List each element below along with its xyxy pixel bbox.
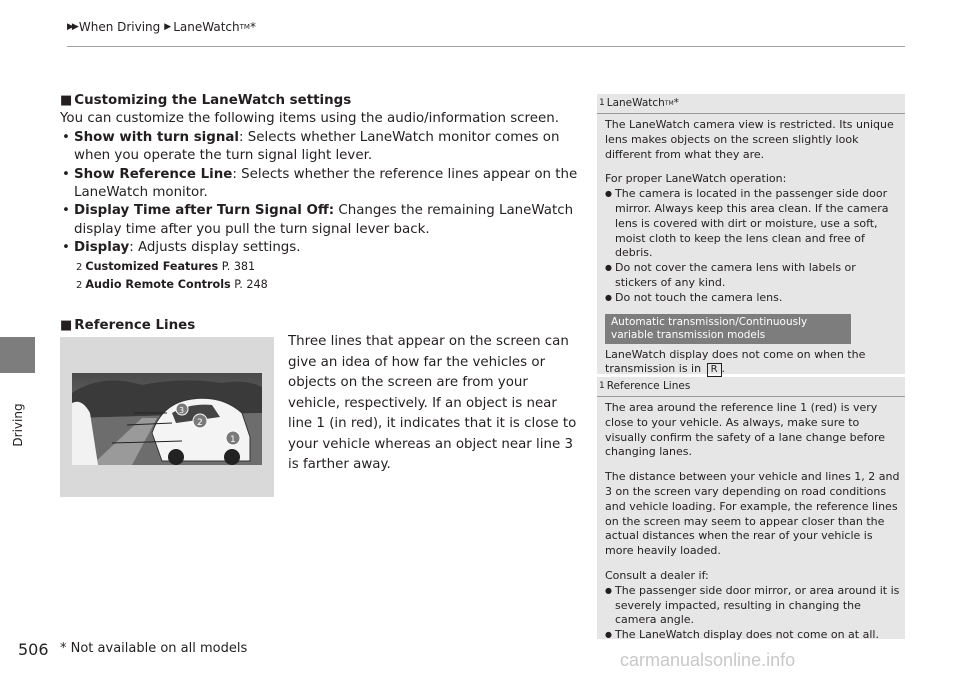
breadcrumb: [67, 20, 256, 34]
list-item: ● The camera is located in the passenger side door mirror. Always keep this area clean. If the camera lens is covered with dirt or moisture, use a soft, moist cloth to keep the lens clean and free of debris.: [605, 187, 901, 261]
note-list: [605, 584, 901, 643]
model-tag: Automatic transmission/Continuously variable transmission models: [605, 314, 851, 344]
square-bullet-icon: ■: [60, 93, 73, 108]
camera-view-illustration: [72, 373, 262, 465]
xref-link[interactable]: 2 Customized Features P. 381: [76, 259, 256, 273]
list-item: ● Do not cover the camera lens with labels or stickers of any kind.: [605, 261, 901, 291]
main-content: [60, 92, 580, 294]
note-title: 1 Reference Lines: [599, 380, 691, 392]
note-paragraph: The distance between your vehicle and lines 1, 2 and 3 on the screen vary depending on road conditions and vehicle loading. For example, the reference lines on the screen may seem to appear closer than the actual distances when the rear of your vehicle is more heavily loaded.: [605, 470, 900, 558]
asterisk: *: [249, 20, 256, 34]
note-paragraph: LaneWatch display does not come on when the transmission is in R .: [605, 347, 866, 376]
reference-lines-image: [60, 337, 274, 497]
list-item: • Display Time after Turn Signal Off: Changes the remaining LaneWatch display time after you pull the turn signal lever back.: [60, 202, 580, 239]
list-item: ● Do not touch the camera lens.: [605, 291, 901, 306]
gear-position-key: R: [707, 363, 722, 377]
note-paragraph: The area around the reference line 1 (red) is very close to your vehicle. As always, make sure to visually confirm the safety of a lane change before changing lanes.: [605, 401, 886, 459]
arrow-icon: ▶: [164, 22, 172, 32]
line-label: 1: [230, 435, 236, 445]
reference-heading: ■ Reference Lines: [60, 318, 196, 333]
settings-list: [60, 129, 580, 258]
list-item: ● The LaneWatch display does not come on at all.: [605, 628, 901, 643]
list-item: • Show with turn signal: Selects whether LaneWatch monitor comes on when you operate the turn signal light lever.: [60, 129, 580, 166]
note-box-lanewatch: [597, 94, 905, 374]
page-number: 506: [18, 640, 49, 659]
chapter-tab[interactable]: [0, 337, 35, 373]
header-divider: [67, 46, 905, 47]
xref-link[interactable]: 2 Audio Remote Controls P. 248: [76, 277, 268, 291]
breadcrumb-item[interactable]: LaneWatch: [173, 20, 240, 34]
section-intro: You can customize the following items using the audio/information screen.: [60, 111, 559, 127]
list-item: • Display: Adjusts display settings.: [60, 239, 580, 257]
reference-text: Three lines that appear on the screen can give an idea of how far the vehicles or objects on the screen are from your vehicle, respectively. If an object is near line 1 (in red), it indicates that it is close to your vehicle whereas an object near line 3 is farther away.: [288, 334, 577, 472]
note-divider: [597, 396, 905, 397]
note-title: 1 LaneWatch TM *: [599, 97, 679, 109]
note-paragraph: The LaneWatch camera view is restricted. Its unique lens makes objects on the screen slightly look different from what they are.: [605, 118, 894, 161]
note-paragraph: For proper LaneWatch operation:: [605, 172, 787, 186]
line-label: 3: [179, 406, 185, 415]
xref-arrow-icon: 2: [76, 279, 83, 291]
footnote: * Not available on all models: [60, 641, 248, 656]
double-arrow-icon: ▶▶: [67, 22, 77, 32]
square-bullet-icon: ■: [60, 318, 73, 333]
watermark: carmanualsonline.info: [620, 650, 796, 670]
section-heading: ■ Customizing the LaneWatch settings: [60, 93, 352, 108]
note-box-reference-lines: [597, 377, 905, 642]
xref-arrow-icon: 2: [76, 261, 83, 273]
note-divider: [597, 113, 905, 114]
note-icon: 1: [599, 381, 605, 391]
list-item: • Show Reference Line: Selects whether the reference lines appear on the LaneWatch monitor.: [60, 166, 580, 203]
note-icon: 1: [599, 98, 605, 108]
note-list: [605, 187, 901, 305]
note-paragraph: Consult a dealer if:: [605, 568, 709, 582]
trademark: TM: [239, 23, 250, 31]
breadcrumb-item[interactable]: When Driving: [78, 20, 161, 34]
line-label: 2: [197, 418, 203, 428]
note-body: [605, 401, 901, 643]
chapter-label: Driving: [11, 403, 25, 447]
note-body: [605, 118, 901, 377]
list-item: ● The passenger side door mirror, or area around it is severely impacted, resulting in changing the camera angle.: [605, 584, 901, 628]
